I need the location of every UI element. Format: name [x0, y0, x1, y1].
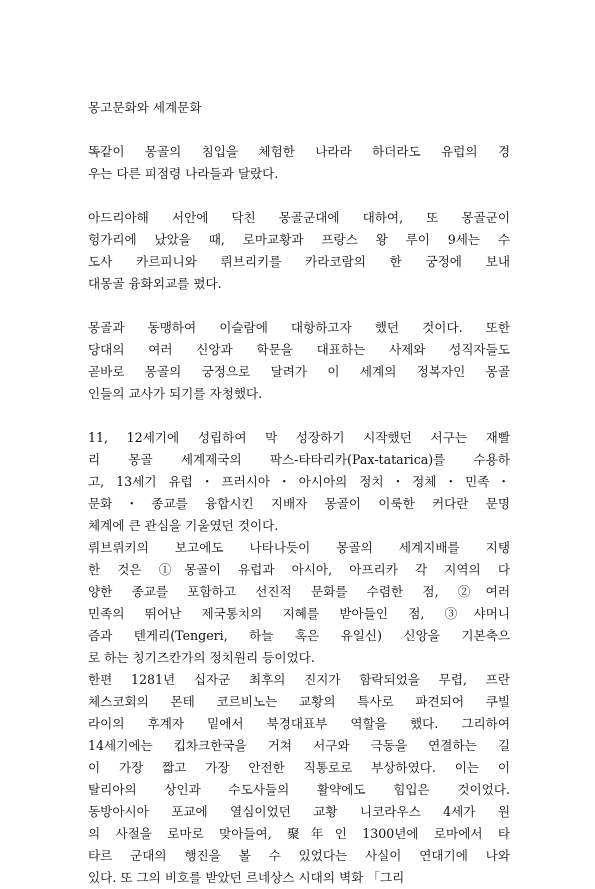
text-line: 인들의 교사가 되기를 자청했다.	[88, 386, 263, 401]
paragraph	[88, 207, 510, 295]
text-line: 있다. 또 그의 비호를 받았던 르네상스 시대의 벽화 「그리	[88, 870, 405, 885]
text-line: 라이의 후계자 밑에서 북경대표부 역할을 했다. 그리하여	[88, 716, 510, 731]
document-body	[88, 97, 510, 889]
paragraph	[88, 317, 510, 405]
text-line: 리 몽골 세계제국의 팍스-타타리카(Pax-tatarica)를 수용하	[88, 452, 510, 467]
text-line: 양한 종교를 포함하고 선진적 문화를 수렴한 점, ②여러	[88, 584, 510, 599]
text-line: 의 사절을 로마로 맞아들여, 聚年인 1300년에 로마에서 타	[88, 826, 510, 841]
text-line: 체스코회의 몬테 코르비노는 교황의 특사로 파견되어 쿠빌	[88, 694, 510, 709]
text-line: 탈리아의 상인과 수도사들의 활약에도 힘입은 것이었다.	[88, 782, 510, 797]
text-line: 로 하는 칭기즈칸가의 정치원리 등이었다.	[88, 650, 315, 665]
text-line: 우는 다른 피점령 나라들과 달랐다.	[88, 166, 279, 181]
text-line: 대몽골 융화외교를 폈다.	[88, 276, 222, 291]
text-line: 한 것은 ①몽골이 유럽과 아시아, 아프리카 각 지역의 다	[88, 562, 510, 577]
text-line: 뤼브뤼키의 보고에도 나타나듯이 몽골의 세계지배를 지탱	[88, 540, 510, 555]
paragraph	[88, 427, 510, 889]
text-line: 이 가장 짧고 가장 안전한 직통로로 부상하였다. 이는 이	[88, 760, 510, 775]
text-line: 몽골과 동맹하여 이슬람에 대항하고자 했던 것이다. 또한	[88, 320, 510, 335]
text-line: 14세기에는 킵차크한국을 거쳐 서구와 극동을 연결하는 길	[88, 738, 510, 753]
text-line: 당대의 여러 신앙과 학문을 대표하는 사제와 성직자들도	[88, 342, 510, 357]
text-line: 고, 13세기 유럽・프러시아・아시아의 정치・정체・민족・	[88, 474, 510, 489]
text-line: 똑같이 몽골의 침입을 체험한 나라라 하더라도 유럽의 경	[88, 144, 510, 159]
text-line: 11, 12세기에 성립하여 막 성장하기 시작했던 서구는 재빨	[88, 430, 510, 445]
text-line: 도사 카르피니와 뤼브리키를 카라코람의 한 궁정에 보내	[88, 254, 510, 269]
text-line: 체계에 큰 관심을 기울였던 것이다.	[88, 518, 279, 533]
text-line: 문화・종교를 융합시킨 지배자 몽골이 이룩한 커다란 문명	[88, 496, 510, 511]
text-line: 한편 1281년 십자군 최후의 진지가 함락되었을 무렵, 프란	[88, 672, 510, 687]
text-line: 아드리아해 서안에 닥친 몽골군대에 대하여, 또 몽골군이	[88, 210, 510, 225]
text-line: 민족의 뛰어난 제국통치의 지혜를 받아들인 점, ③샤머니	[88, 606, 510, 621]
paragraph-list	[88, 141, 510, 889]
paragraph	[88, 141, 510, 185]
document-title: 몽고문화와 세계문화	[88, 100, 202, 115]
text-line: 헝가리에 났았을 때, 로마교황과 프랑스 왕 루이 9세는 수	[88, 232, 510, 247]
text-line: 곧바로 몽골의 궁정으로 달려가 이 세계의 정복자인 몽골	[88, 364, 510, 379]
text-line: 동방아시아 포교에 열심이었던 교황 니코라우스 4세가 원	[88, 804, 510, 819]
text-line: 즘과 텐게리(Tengeri, 하늘 혹은 유일신) 신앙을 기본축으	[88, 628, 510, 643]
text-line: 타르 군대의 행진을 볼 수 있었다는 사실이 연대기에 나와	[88, 848, 510, 863]
